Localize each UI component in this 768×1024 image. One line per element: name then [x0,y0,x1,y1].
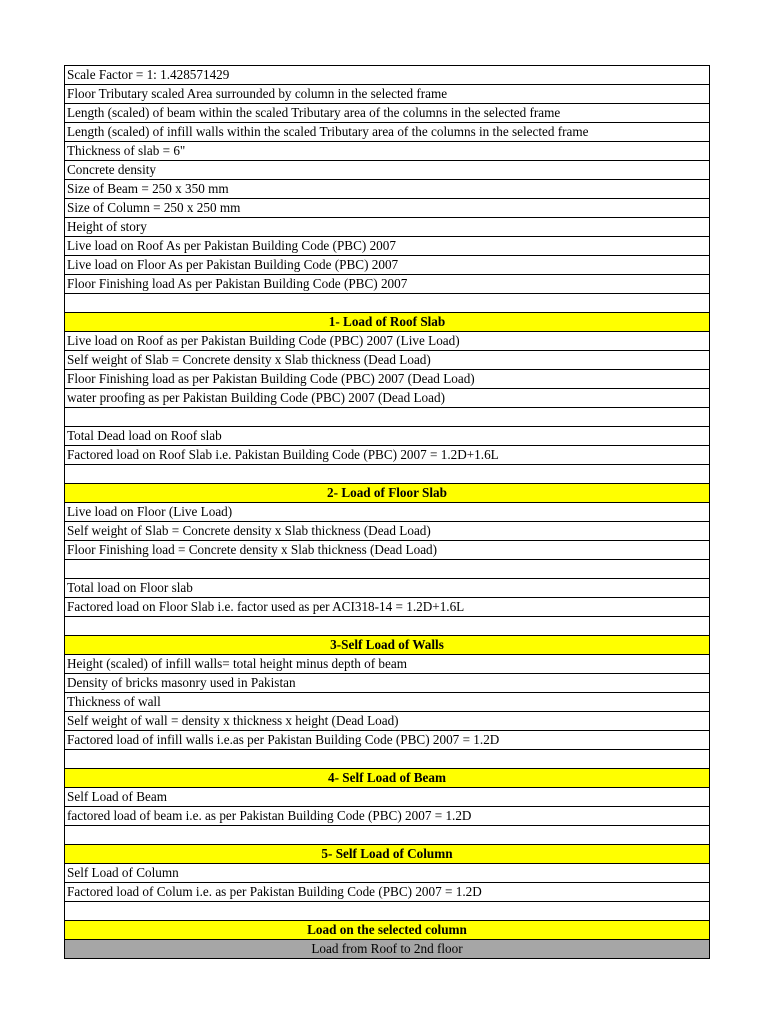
table-row[interactable]: Concrete density [65,161,709,180]
table-row[interactable]: Self Load of Beam [65,788,709,807]
table-row[interactable]: Length (scaled) of beam within the scaled Tributary area of the columns in the selected frame [65,104,709,123]
table-row[interactable]: Floor Finishing load = Concrete density x Slab thickness (Dead Load) [65,541,709,560]
table-row[interactable]: Thickness of wall [65,693,709,712]
table-row[interactable]: Factored load on Roof Slab i.e. Pakistan Building Code (PBC) 2007 = 1.2D+1.6L [65,446,709,465]
section-header-row[interactable]: 5- Self Load of Column [65,845,709,864]
table-row[interactable]: Length (scaled) of infill walls within the scaled Tributary area of the columns in the selected frame [65,123,709,142]
section-header-row[interactable]: 1- Load of Roof Slab [65,313,709,332]
table-row[interactable]: Total load on Floor slab [65,579,709,598]
section-header-row[interactable]: 3-Self Load of Walls [65,636,709,655]
table-row[interactable]: Size of Column = 250 x 250 mm [65,199,709,218]
table-row[interactable]: water proofing as per Pakistan Building Code (PBC) 2007 (Dead Load) [65,389,709,408]
summary-row[interactable]: Load from Roof to 2nd floor [65,940,709,959]
section-header-row[interactable]: Load on the selected column [65,921,709,940]
table-row[interactable]: Live load on Floor (Live Load) [65,503,709,522]
table-row[interactable]: Live load on Roof as per Pakistan Building Code (PBC) 2007 (Live Load) [65,332,709,351]
table-row[interactable]: Floor Finishing load As per Pakistan Building Code (PBC) 2007 [65,275,709,294]
table-row[interactable]: Floor Tributary scaled Area surrounded by column in the selected frame [65,85,709,104]
blank-row[interactable] [65,902,709,921]
table-row[interactable]: factored load of beam i.e. as per Pakistan Building Code (PBC) 2007 = 1.2D [65,807,709,826]
blank-row[interactable] [65,560,709,579]
table-row[interactable]: Total Dead load on Roof slab [65,427,709,446]
table-row[interactable]: Scale Factor = 1: 1.428571429 [65,66,709,85]
table-row[interactable]: Live load on Floor As per Pakistan Building Code (PBC) 2007 [65,256,709,275]
table-row[interactable]: Height (scaled) of infill walls= total height minus depth of beam [65,655,709,674]
table-row[interactable]: Density of bricks masonry used in Pakistan [65,674,709,693]
section-header-row[interactable]: 4- Self Load of Beam [65,769,709,788]
table-row[interactable]: Factored load of Colum i.e. as per Pakistan Building Code (PBC) 2007 = 1.2D [65,883,709,902]
blank-row[interactable] [65,465,709,484]
blank-row[interactable] [65,294,709,313]
table-row[interactable]: Height of story [65,218,709,237]
table-row[interactable]: Factored load of infill walls i.e.as per Pakistan Building Code (PBC) 2007 = 1.2D [65,731,709,750]
table-row[interactable]: Factored load on Floor Slab i.e. factor used as per ACI318-14 = 1.2D+1.6L [65,598,709,617]
blank-row[interactable] [65,408,709,427]
table-row[interactable]: Floor Finishing load as per Pakistan Building Code (PBC) 2007 (Dead Load) [65,370,709,389]
table-row[interactable]: Self Load of Column [65,864,709,883]
table-row[interactable]: Self weight of Slab = Concrete density x Slab thickness (Dead Load) [65,522,709,541]
section-header-row[interactable]: 2- Load of Floor Slab [65,484,709,503]
table-row[interactable]: Self weight of wall = density x thickness x height (Dead Load) [65,712,709,731]
table-row[interactable]: Thickness of slab = 6" [65,142,709,161]
blank-row[interactable] [65,750,709,769]
blank-row[interactable] [65,617,709,636]
table-row[interactable]: Self weight of Slab = Concrete density x Slab thickness (Dead Load) [65,351,709,370]
table-row[interactable]: Size of Beam = 250 x 350 mm [65,180,709,199]
blank-row[interactable] [65,826,709,845]
table-row[interactable]: Live load on Roof As per Pakistan Building Code (PBC) 2007 [65,237,709,256]
spreadsheet-table [64,65,710,959]
